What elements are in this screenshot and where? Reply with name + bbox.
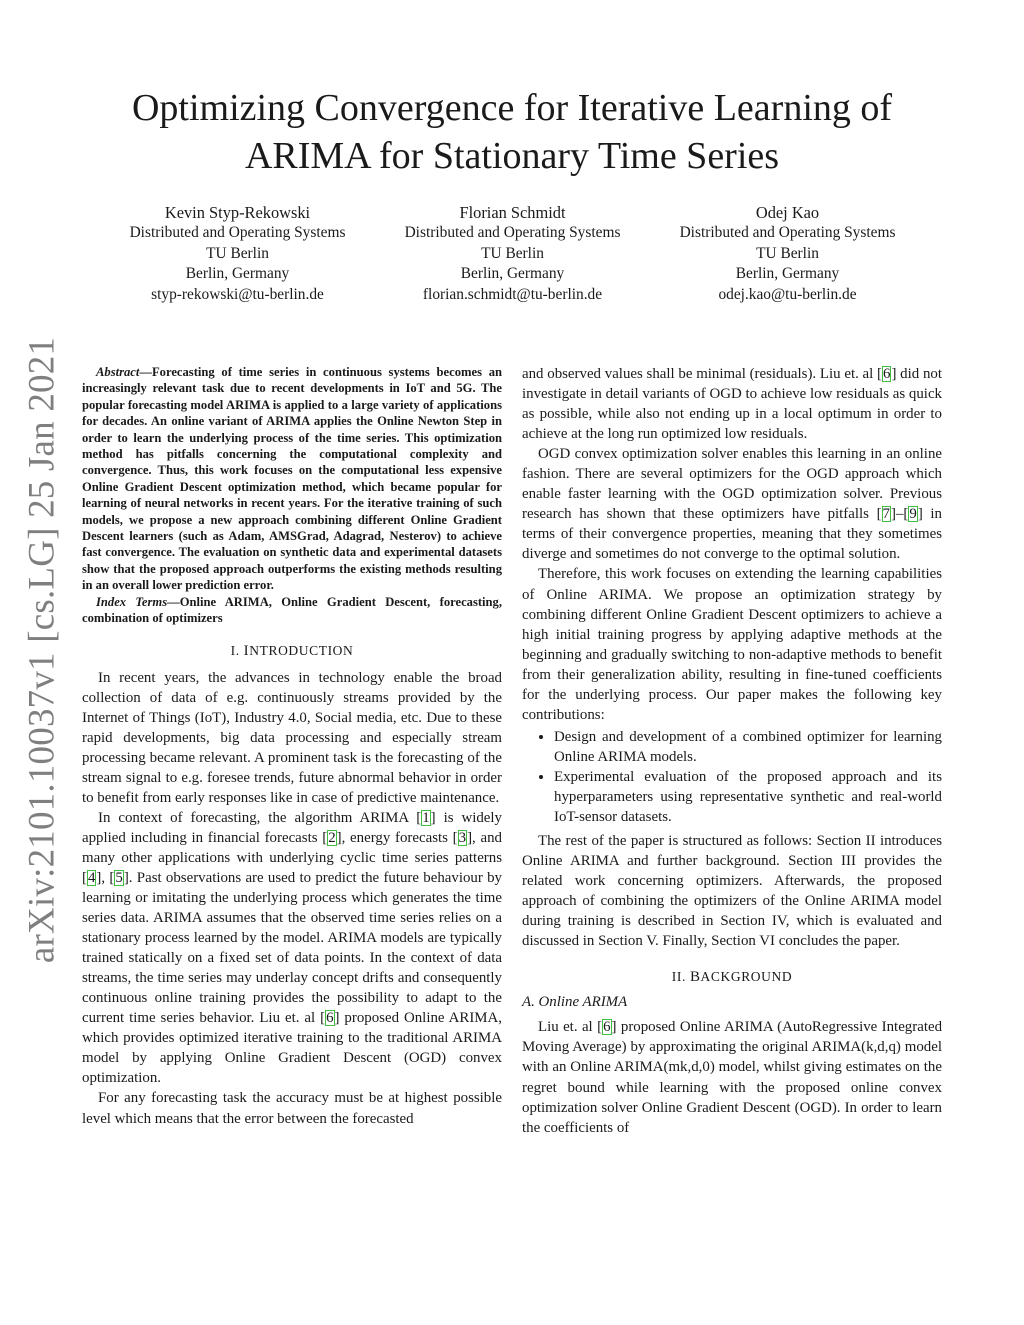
citation-link[interactable]: 3 — [458, 829, 467, 846]
section-title-rest: ACKGROUND — [700, 969, 793, 985]
author-organization: TU Berlin — [206, 244, 269, 262]
author-name: Kevin Styp-Rekowski — [164, 203, 311, 222]
author-city: Berlin, Germany — [460, 265, 565, 283]
text-run: , — [101, 869, 110, 886]
intro-paragraph-3: For any forecasting task the accuracy must be at highest possible level which means that the error between the forecasted — [82, 1090, 502, 1127]
abstract-label: Abstract — [96, 365, 140, 379]
text-run: Liu et. al — [538, 1019, 598, 1036]
list-item: • Design and development of a combined optimizer for learning Online ARIMA models. — [554, 727, 942, 767]
citation-link[interactable]: 2 — [328, 829, 336, 846]
right-paragraph-2: OGD convex optimization solver enables this learning in an online fashion. There are several optimizers for the OGD approach which enable faster learning with the OGD optimization solver. Previous research has shown that these optimizers have pitfalls [7]–[9] in terms of their convergence properties, meaning that they sometimes diverge and sometimes do not converge to the optimal solution. — [522, 446, 943, 563]
abstract-text: —Forecasting of time series in continuous systems becomes an increasingly relevant task due to recent developments in IoT and 5G. The popular forecasting model ARIMA is applied to a large variety of applications for decades. An online variant of ARIMA applies the Online Newton Step in order to learn the underlying process of the time series. This optimization method has pitfalls concerning the computational complexity and convergence. Thus, this work focuses on the computational less expensive Online Gradient Descent optimization method, which became popular for learning of neural networks in recent years. For the iterative training of such models, we propose a new approach combining different Online Gradient Descent learners (such as Adam, AMSGrad, Adagrad, Nesterov) to achieve fast convergence. The evaluation on synthetic data and experimental datasets show that the proposed approach outperforms the existing methods resulting in an overall lower prediction error. — [82, 365, 502, 593]
author-city: Berlin, Germany — [185, 265, 290, 283]
author-2 — [375, 202, 650, 305]
intro-paragraph-1: In recent years, the advances in technology enable the broad collection of data of e.g. continuously streams provided by the Internet of Things (IoT), Industry 4.0, Social media, etc. Due to these rapid developments, big data processing and especially stream processing became relevant. A prominent task is the forecasting of the stream signal to e.g. foresee trends, future abnormal behavior in order to benefit from early responses like in case of predictive maintenance. — [82, 669, 502, 806]
index-terms-text: —Online ARIMA, Online Gradient Descent, forecasting, combination of optimizers — [82, 594, 502, 626]
section-title-initial: B — [689, 969, 701, 986]
right-paragraph-3: Therefore, this work focuses on extending the learning capabilities of Online ARIMA. We propose an optimization strategy by combining different Online Gradient Descent optimizers to achieve a high initial training progress by applying adaptive methods at the beginning and gradually switching to non-adaptive methods to benefit from their generalization ability, resulting in fine-tuned coefficients for the underlying process. Our paper makes the following key contributions: — [522, 566, 942, 723]
author-organization: TU Berlin — [481, 244, 544, 262]
right-paragraph-4: The rest of the paper is structured as follows: Section II introduces Online ARIMA and further background. Section III provides the related work concerning optimizers. Afterwards, the proposed approach of combining the optimizers of the Online ARIMA model during training is described in Section IV, which is evaluated and discussed in Section V. Finally, Section VI concludes the paper. — [522, 833, 942, 950]
author-email[interactable]: florian.schmidt@tu-berlin.de — [422, 285, 603, 303]
author-department: Distributed and Operating Systems — [679, 224, 896, 241]
text-run: OGD convex optimization solver enables this learning in an online fashion. There are several optimizers for the OGD approach which enable faster learning with the OGD optimization solver. Previous research has shown that these optimizers have pitfalls — [522, 446, 942, 523]
author-organization: TU Berlin — [756, 244, 819, 262]
text-run: . Past observations are used to predict the future behaviour by learning or imitating the underlying process which generates the time series data. ARIMA assumes that the observed time series relies on a stationary process learned by the model. ARIMA models are typically trained statically on a fixed set of data points. In the context of data streams, the time series may underlay concept drifts and consequently continuous online training provides the possibility to adapt to the current time series behavior. Liu et. al — [82, 869, 502, 1027]
section-heading-background — [522, 969, 942, 986]
author-3 — [650, 202, 925, 305]
citation-link[interactable]: 9 — [909, 506, 917, 523]
contributions-list — [522, 727, 942, 827]
text-run: and observed values shall be minimal (residuals). Liu et. al — [522, 366, 878, 382]
right-column — [522, 364, 942, 1138]
index-terms-label: Index Terms — [96, 594, 168, 609]
citation-link[interactable]: 5 — [115, 869, 123, 886]
citation-link[interactable]: 6 — [883, 366, 891, 382]
author-1 — [100, 202, 375, 305]
text-run: , and many other applications with underlying cyclic time series patterns — [82, 829, 502, 866]
citation-link[interactable]: 1 — [422, 809, 430, 826]
author-department: Distributed and Operating Systems — [129, 224, 346, 241]
citation-link[interactable]: 7 — [882, 506, 890, 523]
section-number: II. — [671, 969, 686, 985]
text-run: In context of forecasting, the algorithm ARIMA — [98, 809, 417, 826]
author-block — [100, 202, 924, 312]
text-run: did not investigate in detail variants of OGD to achieve low residuals as quick as possible, while also not ending up in a local optimum in order to achieve at the long run optimized low residuals. — [522, 366, 942, 443]
citation-link[interactable]: 6 — [326, 1010, 334, 1027]
subsection-heading-online-arima: A. Online ARIMA — [522, 994, 628, 1011]
text-run: in terms of their convergence properties, meaning that they sometimes diverge and sometimes do not converge to the optimal solution. — [522, 506, 943, 563]
author-name: Odej Kao — [755, 203, 820, 222]
author-email[interactable]: styp-rekowski@tu-berlin.de — [151, 285, 324, 303]
section-title-initial: I — [243, 642, 250, 659]
section-title-rest: NTRODUCTION — [249, 642, 354, 658]
section-heading-introduction — [82, 643, 502, 660]
citation-link[interactable]: 4 — [87, 869, 96, 886]
text-run: is widely applied including in financial forecasts — [82, 809, 503, 846]
text-run: proposed Online ARIMA, which provides optimized iterative training to the traditional ARIMA model by applying Online Gradient Descent (OGD) convex optimization. — [82, 1010, 502, 1087]
index-terms — [82, 594, 502, 627]
author-email[interactable]: odej.kao@tu-berlin.de — [718, 285, 857, 303]
arxiv-identifier-stamp: arXiv:2101.10037v1 [cs.LG] 25 Jan 2021 — [21, 336, 63, 964]
author-name: Florian Schmidt — [459, 203, 566, 222]
intro-paragraph-2: In context of forecasting, the algorithm ARIMA [1] is widely applied including in financial forecasts [2], energy forecasts [3], and many other applications with underlying cyclic time series patterns [4], [5]. Past observations are used to predict the future behaviour by learning or imitating the underlying process which generates the time series data. ARIMA assumes that the observed time series relies on a stationary process learned by the model. ARIMA models are typically trained statically on a fixed set of data points. In the context of data streams, the time series may underlay concept drifts and consequently continuous online training provides the possibility to adapt to the current time series behavior. Liu et. al [6] proposed Online ARIMA, which provides optimized iterative training to the traditional ARIMA model by applying Online Gradient Descent (OGD) convex optimization. — [82, 809, 503, 1087]
left-column — [82, 364, 502, 1129]
abstract — [82, 364, 502, 594]
right-paragraph-1: and observed values shall be minimal (residuals). Liu et. al [6] did not investigate in detail variants of OGD to achieve low residuals as quick as possible, while also not ending up in a local optimum in order to achieve at the long run optimized low residuals. — [522, 366, 942, 443]
text-run: proposed Online ARIMA (AutoRegressive Integrated Moving Average) by approximating the original ARIMA(k,d,q) model with an Online ARIMA(mk,d,0) model, whilst giving estimates on the regret bound while learning with the proposed online convex optimization solver Online Gradient Descent (OGD). In order to learn the coefficients of — [522, 1019, 943, 1136]
text-run: , energy forecasts — [341, 829, 453, 846]
section-number: I. — [230, 642, 240, 658]
author-city: Berlin, Germany — [735, 265, 840, 283]
list-item: • Experimental evaluation of the proposed approach and its hyperparameters using representative synthetic and real-world IoT-sensor datasets. — [554, 767, 942, 827]
paper-title: Optimizing Convergence for Iterative Learning of ARIMA for Stationary Time Series — [131, 87, 893, 177]
text-run: – — [895, 506, 904, 523]
author-department: Distributed and Operating Systems — [404, 224, 621, 241]
citation-link[interactable]: 6 — [603, 1019, 611, 1036]
right-paragraph-5: Liu et. al [6] proposed Online ARIMA (AutoRegressive Integrated Moving Average) by approximating the original ARIMA(k,d,q) model with an Online ARIMA(mk,d,0) model, whilst giving estimates on the regret bound while learning with the proposed online convex optimization solver Online Gradient Descent (OGD). In order to learn the coefficients of — [522, 1019, 943, 1136]
